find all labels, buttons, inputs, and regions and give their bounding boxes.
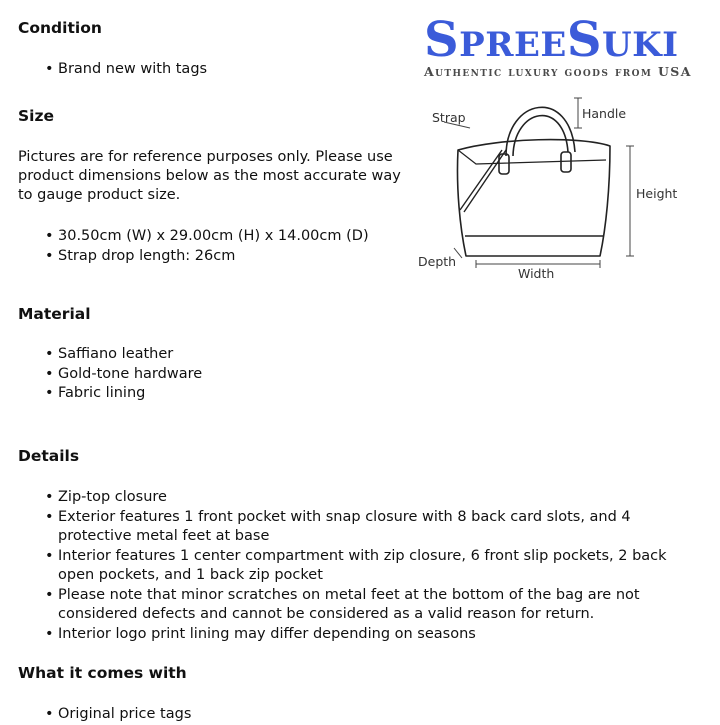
list-item: • Fabric lining	[45, 385, 146, 401]
bag-body	[457, 140, 610, 256]
brand-logo	[424, 14, 714, 79]
depth-label: Depth	[418, 254, 457, 269]
list-item: • Exterior features 1 front pocket with snap closure with 8 back card slots, and 4 protective metal feet at base	[45, 508, 631, 544]
size-note: Pictures are for reference purposes only. Please use product dimensions below as the most accurate way to gauge product size.	[18, 149, 401, 203]
list-item: • Interior features 1 center compartment with zip closure, 6 front slip pockets, 2 back open pockets, and 1 back zip pocket	[45, 547, 667, 583]
bag-handle-inner	[513, 116, 568, 156]
list-item: • Original price tags	[45, 706, 192, 722]
list-item: • Please note that minor scratches on metal feet at the bottom of the bag are not considered defects and cannot be considered as a valid reason for return.	[45, 586, 640, 622]
list-item: • Saffiano leather	[45, 346, 174, 362]
bag-handle	[506, 107, 575, 156]
list-item: • Interior logo print lining may differ depending on seasons	[45, 625, 476, 642]
material-list	[0, 345, 202, 404]
material-heading: Material	[18, 305, 91, 323]
strap-label: Strap	[432, 110, 466, 125]
list-item: • Gold-tone hardware	[45, 365, 203, 382]
details-heading: Details	[18, 447, 80, 465]
list-item: • Brand new with tags	[45, 61, 208, 77]
size-list	[0, 227, 369, 266]
height-label: Height	[636, 186, 678, 201]
handle-label: Handle	[582, 106, 627, 121]
bag-dimension-diagram	[410, 88, 710, 288]
brand-logo-name: SpreeSuki	[424, 12, 679, 68]
size-heading: Size	[18, 107, 55, 125]
list-item: • Strap drop length: 26cm	[45, 247, 236, 264]
list-item: • Zip-top closure	[45, 489, 167, 505]
list-item: • 30.50cm (W) x 29.00cm (H) x 14.00cm (D)	[45, 228, 369, 244]
bag-strap	[460, 150, 502, 210]
details-list	[0, 488, 700, 644]
width-label: Width	[518, 266, 555, 281]
brand-logo-tagline: Authentic luxury goods from USA	[424, 64, 692, 79]
comes-with-heading: What it comes with	[18, 664, 187, 682]
condition-list	[0, 60, 207, 80]
condition-heading: Condition	[18, 19, 102, 37]
comes-with-list	[0, 705, 191, 725]
